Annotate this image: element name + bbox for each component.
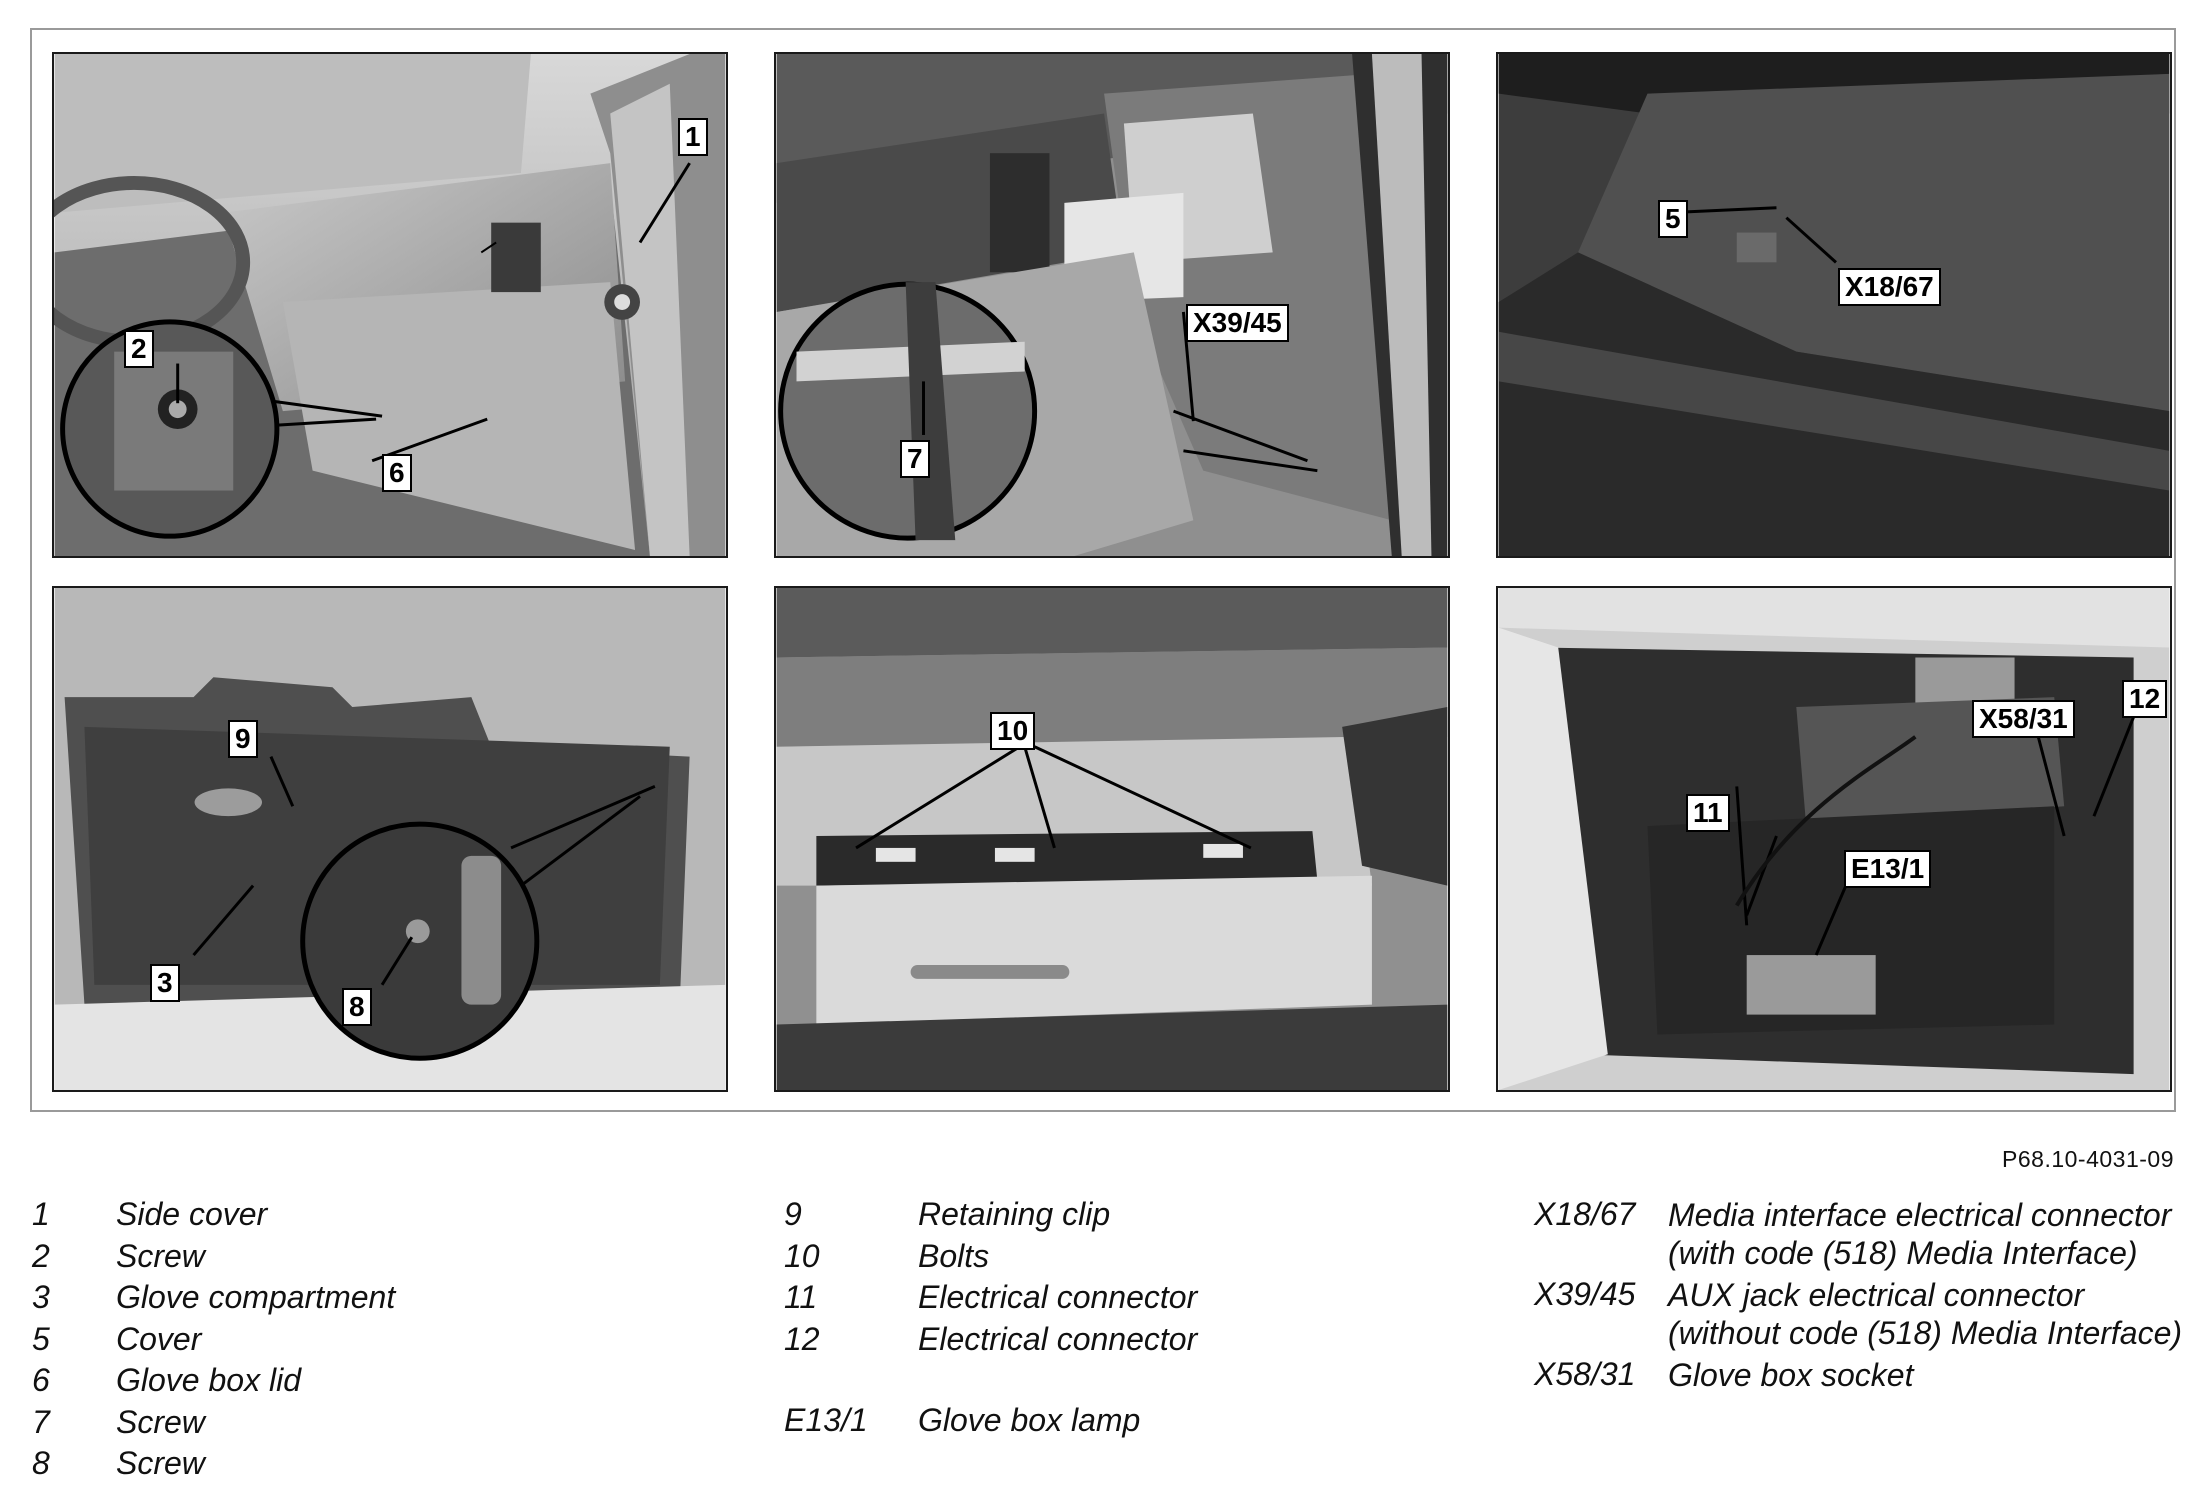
legend-number: 10	[784, 1237, 820, 1274]
photo-dashboard-side-opening	[776, 54, 1448, 556]
legend-description: Electrical connector	[918, 1320, 1198, 1357]
legend-column-3	[1534, 1196, 2184, 1398]
legend-description: Media interface electrical connector (with code (518) Media Interface)	[1668, 1197, 2172, 1271]
callout-3: 3	[150, 964, 180, 1002]
legend-row	[32, 1362, 732, 1404]
legend-row	[1534, 1356, 2184, 1394]
legend-row	[1534, 1276, 2184, 1352]
photo-panel-1	[52, 52, 728, 558]
photo-panel-5	[774, 586, 1450, 1092]
legend-description: Glove box lamp	[918, 1402, 1141, 1438]
legend-row	[32, 1404, 732, 1446]
legend-row	[32, 1196, 732, 1238]
callout-7: 7	[900, 440, 930, 478]
callout-10: 10	[990, 712, 1035, 750]
photo-panel-6	[1496, 586, 2172, 1092]
legend-number: X39/45	[1534, 1276, 1636, 1312]
legend-number: 9	[784, 1196, 802, 1232]
legend-number: X58/31	[1534, 1356, 1636, 1392]
legend-description: Retaining clip	[918, 1196, 1111, 1232]
photo-glove-box-bolts	[776, 588, 1448, 1090]
legend-description: Screw	[116, 1445, 205, 1481]
legend-number: 8	[32, 1445, 50, 1481]
photo-panel-3	[1496, 52, 2172, 558]
callout-12: 12	[2122, 680, 2167, 718]
legend-number: 6	[32, 1362, 50, 1398]
legend-row	[1534, 1196, 2184, 1272]
photo-glove-compartment-removed	[54, 588, 726, 1090]
callout-5: 5	[1658, 200, 1688, 238]
legend-row	[32, 1321, 732, 1363]
legend-description: Electrical connector	[918, 1279, 1198, 1315]
legend-row	[32, 1445, 732, 1487]
figure-code: P68.10-4031-09	[2002, 1146, 2174, 1172]
legend-number: 1	[32, 1196, 50, 1232]
legend-description: Glove compartment	[116, 1279, 396, 1315]
callout-x58-31: X58/31	[1972, 700, 2075, 738]
legend-number: 7	[32, 1403, 50, 1440]
legend-description: Side cover	[116, 1196, 268, 1232]
legend-number: 3	[32, 1279, 50, 1315]
callout-e13-1: E13/1	[1844, 850, 1931, 888]
legend-row	[32, 1238, 732, 1280]
legend-number: X18/67	[1534, 1196, 1636, 1232]
legend-number: 11	[784, 1279, 818, 1315]
callout-1: 1	[678, 118, 708, 156]
callout-x18-67: X18/67	[1838, 268, 1941, 306]
photo-glove-box-opening	[1498, 588, 2170, 1090]
legend-description: Screw	[116, 1403, 205, 1440]
legend-row	[784, 1279, 1484, 1321]
callout-11: 11	[1686, 794, 1730, 832]
legend-row	[784, 1238, 1484, 1280]
callout-x39-45: X39/45	[1186, 304, 1289, 342]
legend-row	[784, 1196, 1484, 1238]
legend-description: Glove box socket	[1668, 1357, 1914, 1393]
legend-number: 2	[32, 1237, 50, 1274]
legend-column-1	[32, 1196, 732, 1487]
callout-9: 9	[228, 720, 258, 758]
legend-description: Screw	[116, 1237, 205, 1274]
photo-under-dash-cover	[1498, 54, 2170, 556]
legend-number: 12	[784, 1320, 820, 1357]
legend-column-2	[784, 1196, 1484, 1444]
callout-6: 6	[382, 454, 412, 492]
legend-description: AUX jack electrical connector (without code (518) Media Interface)	[1668, 1277, 2183, 1351]
legend-number: 5	[32, 1320, 50, 1357]
photo-panel-2	[774, 52, 1450, 558]
legend-number: E13/1	[784, 1402, 868, 1438]
legend-description: Cover	[116, 1320, 202, 1357]
legend-description: Bolts	[918, 1237, 990, 1274]
legend-row	[784, 1321, 1484, 1363]
legend-row	[784, 1402, 1484, 1444]
legend-description: Glove box lid	[116, 1362, 301, 1398]
legend-row	[32, 1279, 732, 1321]
photo-panel-4	[52, 586, 728, 1092]
callout-8: 8	[342, 988, 372, 1026]
callout-2: 2	[124, 330, 154, 368]
